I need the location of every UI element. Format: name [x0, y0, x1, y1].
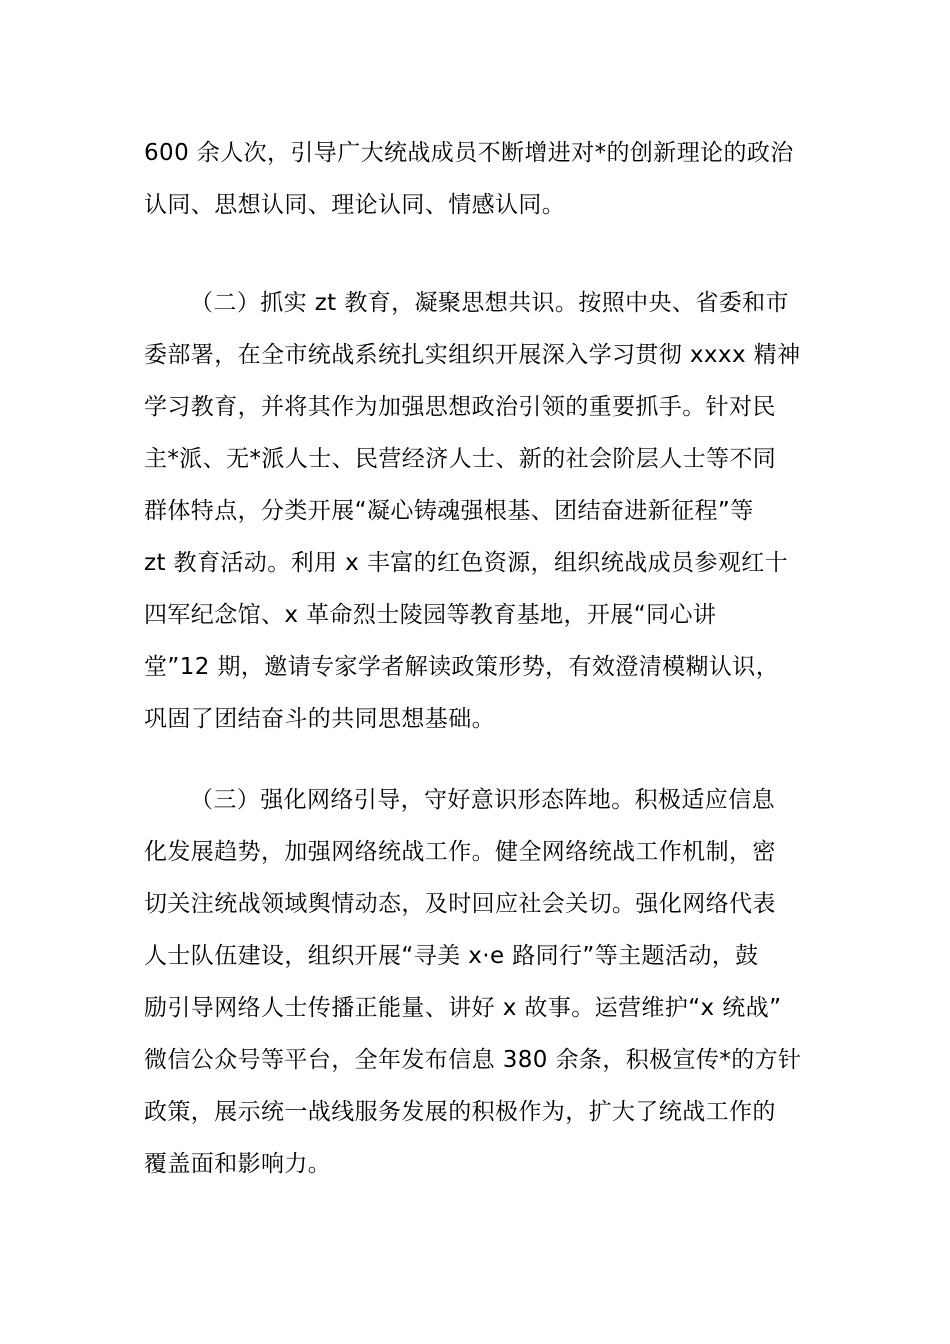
text-line: 微信公众号等平台，全年发布信息 380 余条，积极宣传*的方针: [144, 1047, 802, 1073]
text-line: 政策，展示统一战线服务发展的积极作为，扩大了统战工作的: [144, 1099, 776, 1125]
section-heading-line: （三）强化网络引导，守好意识形态阵地。积极适应信息: [190, 787, 775, 813]
text-line: 化发展趋势，加强网络统战工作。健全网络统战工作机制，密: [144, 839, 776, 865]
text-line: 覆盖面和影响力。: [144, 1151, 332, 1177]
text-line: 主*派、无*派人士、民营经济人士、新的社会阶层人士等不同: [144, 446, 777, 472]
paragraph-section-2: [144, 277, 808, 745]
text-line: 认同、思想认同、理论认同、情感认同。: [144, 192, 566, 218]
text-line: 四军纪念馆、x 革命烈士陵园等教育基地，开展“同心讲: [144, 602, 717, 628]
section-heading-line: （二）抓实 zt 教育，凝聚思想共识。按照中央、省委和市: [190, 290, 789, 316]
text-line: 人士队伍建设，组织开展“寻美 x·e 路同行”等主题活动，鼓: [144, 943, 759, 969]
text-line: 切关注统战领域舆情动态，及时回应社会关切。强化网络代表: [144, 891, 776, 917]
text-line: 巩固了团结奋斗的共同思想基础。: [144, 706, 495, 732]
text-line: 励引导网络人士传播正能量、讲好 x 故事。运营维护“x 统战”: [144, 995, 782, 1021]
text-line: 委部署，在全市统战系统扎实组织开展深入学习贯彻 xxxx 精神: [144, 342, 801, 368]
text-line: 600 余人次，引导广大统战成员不断增进对*的创新理论的政治: [144, 140, 794, 166]
text-line: zt 教育活动。利用 x 丰富的红色资源，组织统战成员参观红十: [144, 550, 789, 576]
text-line: 学习教育，并将其作为加强思想政治引领的重要抓手。针对民: [144, 394, 776, 420]
text-line: 堂”12 期，邀请专家学者解读政策形势，有效澄清模糊认识，: [144, 654, 780, 680]
paragraph-section-3: [144, 774, 808, 1190]
paragraph-continuation: [144, 127, 808, 231]
text-line: 群体特点，分类开展“凝心铸魂强根基、团结奋进新征程”等: [144, 498, 754, 524]
